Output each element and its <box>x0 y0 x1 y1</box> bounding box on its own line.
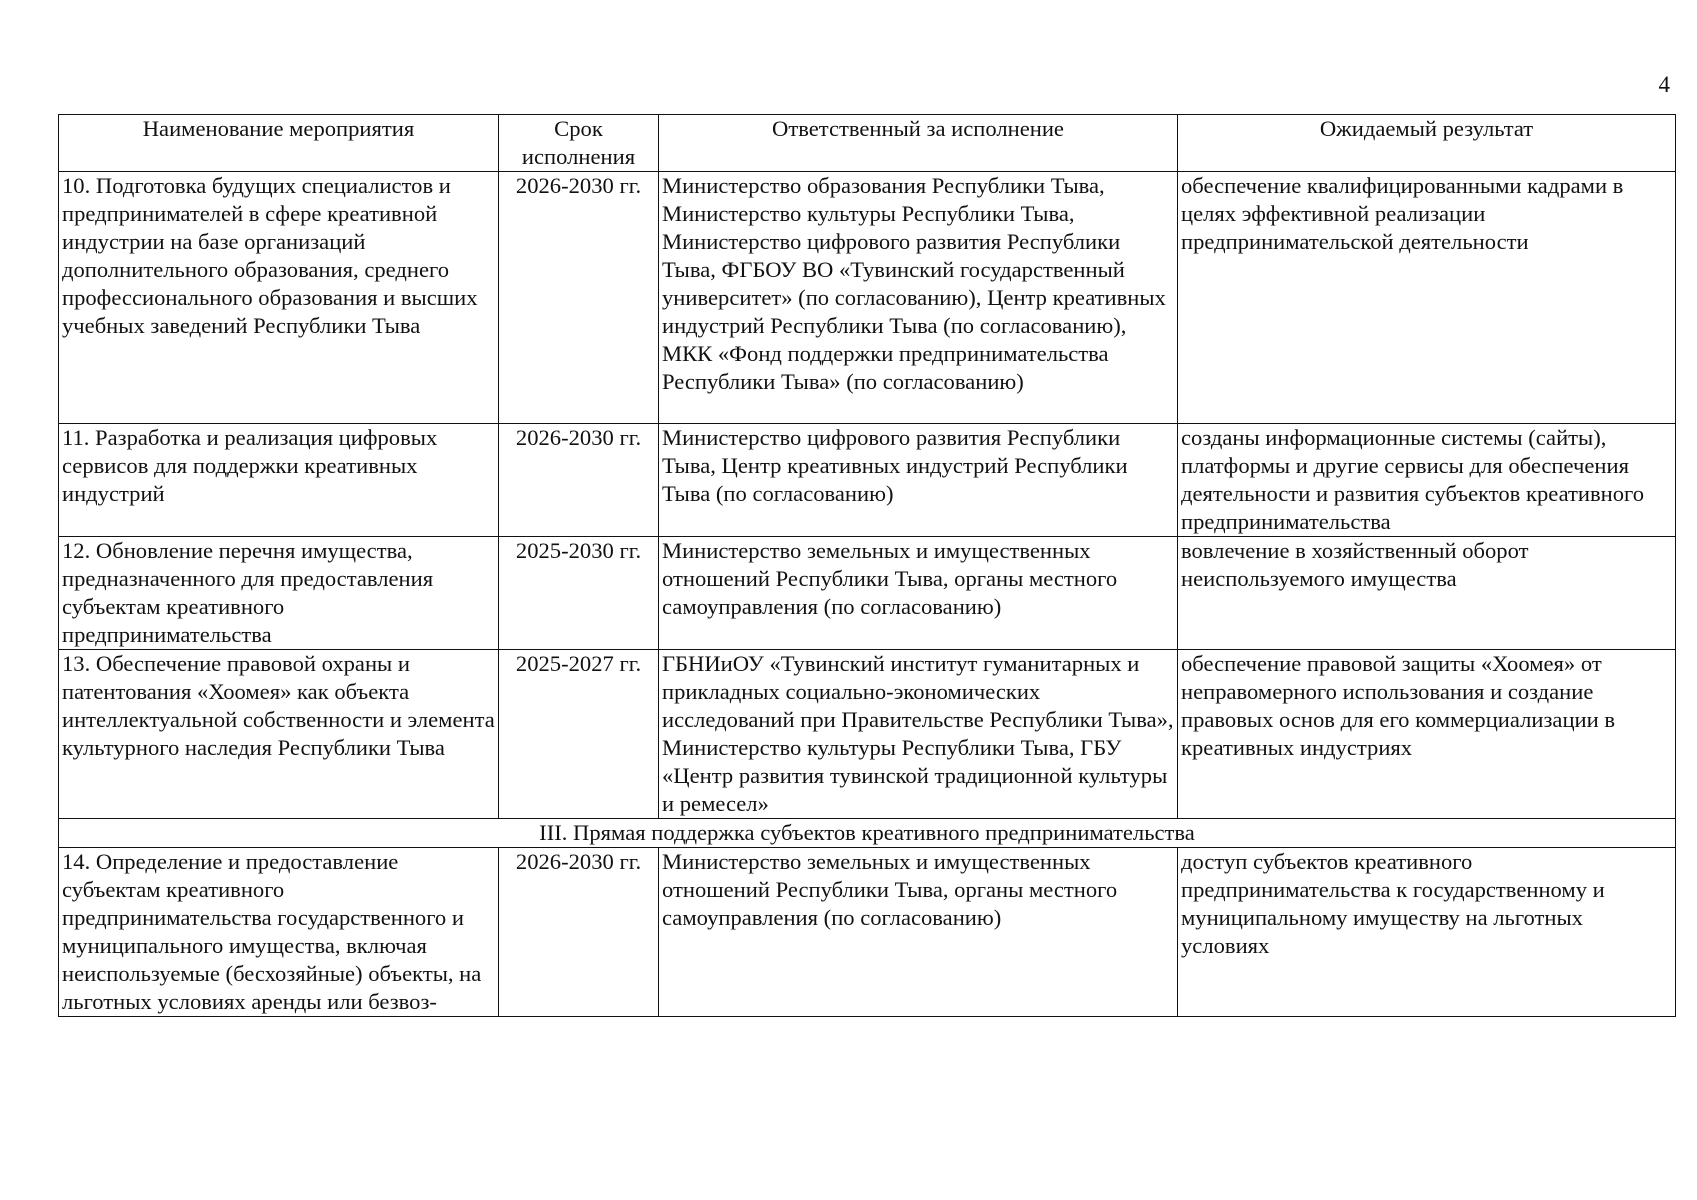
row-responsible-cell: Министерство образования Республики Тыва, Министерство культуры Республики Тыва, Министерство цифрового развития Республики Тыва, ФГБОУ ВО «Тувинский государственный университет» (по согласованию), Центр креативных индустрий Республики Тыва (по согласованию), МКК «Фонд поддержки предпринимательства Республики Тыва» (по согласованию) <box>659 172 1178 424</box>
row-name-cell: 11. Разработка и реализация цифровых сервисов для поддержки креативных индустрий <box>59 424 499 537</box>
row-deadline-cell: 2025-2030 гг. <box>499 537 659 650</box>
row-name-cell: 14. Определение и предоставление субъектам креативного предпринимательства государственного и муниципального имущества, включая неиспользуемые (бесхозяйные) объекты, на льготных условиях аренды или безвоз- <box>59 848 499 1017</box>
row-deadline-cell: 2026-2030 гг. <box>499 424 659 537</box>
header-name: Наименование мероприятия <box>59 115 499 172</box>
row-deadline-cell: 2025-2027 гг. <box>499 650 659 819</box>
section-title: III. Прямая поддержка субъектов креативного предпринимательства <box>59 819 1676 848</box>
row-responsible-cell: ГБНИиОУ «Тувинский институт гуманитарных и прикладных социально-экономических исследований при Правительстве Республики Тыва», Министерство культуры Республики Тыва, ГБУ «Центр развития тувинской традиционной культуры и ремесел» <box>659 650 1178 819</box>
row-result-cell: созданы информационные системы (сайты), платформы и другие сервисы для обеспечения деятельности и развития субъектов креативного предпринимательства <box>1178 424 1676 537</box>
table-row <box>59 537 1676 650</box>
table-row <box>59 848 1676 1017</box>
row-responsible-cell: Министерство земельных и имущественных отношений Республики Тыва, органы местного самоуправления (по согласованию) <box>659 848 1178 1017</box>
row-name-cell: 10. Подготовка будущих специалистов и предпринимателей в сфере креативной индустрии на базе организаций дополнительного образования, среднего профессионального образования и высших учебных заведений Республики Тыва <box>59 172 499 424</box>
table-row <box>59 172 1676 424</box>
row-result-cell: вовлечение в хозяйственный оборот неиспользуемого имущества <box>1178 537 1676 650</box>
row-name-cell: 12. Обновление перечня имущества, предназначенного для предоставления субъектам креативного предпринимательства <box>59 537 499 650</box>
table-header-row <box>59 115 1676 172</box>
section-row <box>59 819 1676 848</box>
row-result-cell: обеспечение правовой защиты «Хоомея» от неправомерного использования и создание правовых основ для его коммерциализации в креативных индустриях <box>1178 650 1676 819</box>
header-deadline: Срок исполнения <box>499 115 659 172</box>
row-deadline-cell: 2026-2030 гг. <box>499 848 659 1017</box>
page-number: 4 <box>1658 72 1670 97</box>
header-responsible: Ответственный за исполнение <box>659 115 1178 172</box>
action-plan-table <box>58 114 1676 1017</box>
row-responsible-cell: Министерство земельных и имущественных отношений Республики Тыва, органы местного самоуправления (по согласованию) <box>659 537 1178 650</box>
row-result-cell: обеспечение квалифицированными кадрами в целях эффективной реализации предпринимательской деятельности <box>1178 172 1676 424</box>
row-responsible-cell: Министерство цифрового развития Республики Тыва, Центр креативных индустрий Республики Тыва (по согласованию) <box>659 424 1178 537</box>
table-row <box>59 424 1676 537</box>
row-name-cell: 13. Обеспечение правовой охраны и патентования «Хоомея» как объекта интеллектуальной собственности и элемента культурного наследия Республики Тыва <box>59 650 499 819</box>
row-result-cell: доступ субъектов креативного предпринимательства к государственному и муниципальному имуществу на льготных условиях <box>1178 848 1676 1017</box>
table-row <box>59 650 1676 819</box>
row-deadline-cell: 2026-2030 гг. <box>499 172 659 424</box>
header-result: Ожидаемый результат <box>1178 115 1676 172</box>
